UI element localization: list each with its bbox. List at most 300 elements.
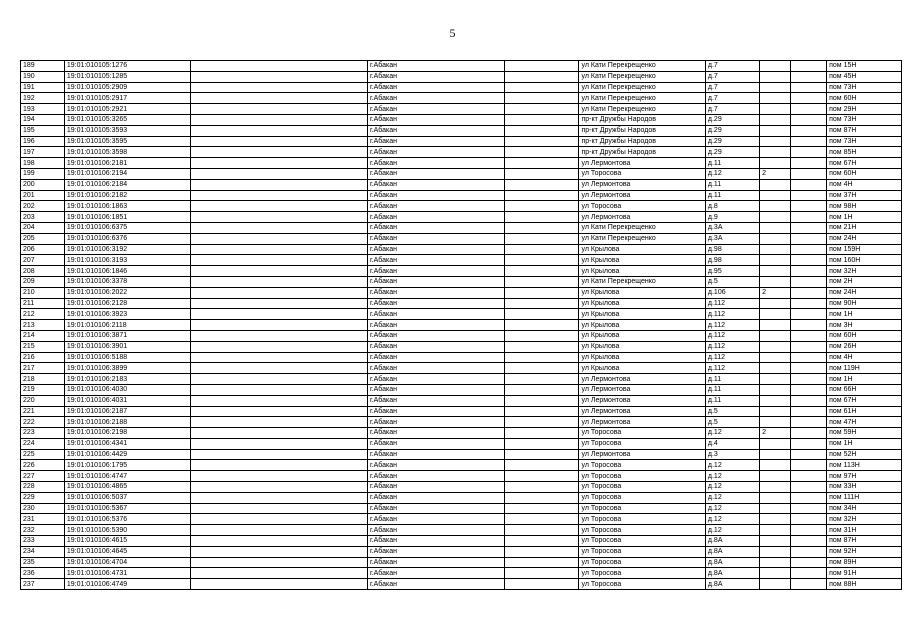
blank-cell-cell xyxy=(791,546,827,557)
city-cell: г.Абакан xyxy=(367,374,504,385)
row-number-cell: 229 xyxy=(21,492,65,503)
table-row xyxy=(21,276,902,287)
blank-cell-cell xyxy=(191,320,368,331)
house-cell: д.11 xyxy=(705,179,759,190)
cadastral-number-cell: 19:01:010106:2128 xyxy=(64,298,190,309)
blank-cell-cell xyxy=(191,536,368,547)
city-cell: г.Абакан xyxy=(367,471,504,482)
blank-cell-cell xyxy=(191,352,368,363)
premises-cell: пом 4Н xyxy=(827,352,902,363)
premises-cell: пом 98Н xyxy=(827,201,902,212)
building-cell xyxy=(760,104,791,115)
building-cell xyxy=(760,82,791,93)
house-cell: д.112 xyxy=(705,330,759,341)
blank-cell-cell xyxy=(504,503,579,514)
blank-cell-cell xyxy=(191,568,368,579)
premises-cell: пом 111Н xyxy=(827,492,902,503)
row-number-cell: 221 xyxy=(21,406,65,417)
cadastral-number-cell: 19:01:010106:5037 xyxy=(64,492,190,503)
street-cell: пр-кт Дружбы Народов xyxy=(579,114,705,125)
blank-cell-cell xyxy=(791,406,827,417)
street-cell: ул Торосова xyxy=(579,568,705,579)
blank-cell-cell xyxy=(791,61,827,72)
blank-cell-cell xyxy=(504,557,579,568)
house-cell: д.12 xyxy=(705,428,759,439)
cadastral-number-cell: 19:01:010106:3923 xyxy=(64,309,190,320)
cadastral-number-cell: 19:01:010106:5367 xyxy=(64,503,190,514)
blank-cell-cell xyxy=(791,492,827,503)
street-cell: ул Кати Перекрещенко xyxy=(579,82,705,93)
premises-cell: пом 73Н xyxy=(827,82,902,93)
house-cell: д.5 xyxy=(705,406,759,417)
blank-cell-cell xyxy=(504,395,579,406)
page-number: 5 xyxy=(449,26,456,40)
street-cell: ул Крылова xyxy=(579,309,705,320)
table-row xyxy=(21,374,902,385)
premises-cell: пом 67Н xyxy=(827,395,902,406)
cadastral-number-cell: 19:01:010106:2184 xyxy=(64,179,190,190)
blank-cell-cell xyxy=(191,61,368,72)
street-cell: ул Крылова xyxy=(579,287,705,298)
registry-table xyxy=(20,60,902,590)
row-number-cell: 204 xyxy=(21,222,65,233)
city-cell: г.Абакан xyxy=(367,536,504,547)
street-cell: ул Торосова xyxy=(579,471,705,482)
blank-cell-cell xyxy=(791,309,827,320)
blank-cell-cell xyxy=(504,233,579,244)
premises-cell: пом 113Н xyxy=(827,460,902,471)
premises-cell: пом 97Н xyxy=(827,471,902,482)
premises-cell: пом 89Н xyxy=(827,557,902,568)
city-cell: г.Абакан xyxy=(367,201,504,212)
blank-cell-cell xyxy=(791,579,827,590)
building-cell: 2 xyxy=(760,287,791,298)
table-row xyxy=(21,179,902,190)
building-cell xyxy=(760,201,791,212)
row-number-cell: 224 xyxy=(21,438,65,449)
table-row xyxy=(21,514,902,525)
blank-cell-cell xyxy=(504,320,579,331)
house-cell: д.11 xyxy=(705,190,759,201)
premises-cell: пом 85Н xyxy=(827,147,902,158)
blank-cell-cell xyxy=(191,384,368,395)
row-number-cell: 194 xyxy=(21,114,65,125)
row-number-cell: 195 xyxy=(21,125,65,136)
street-cell: ул Крылова xyxy=(579,330,705,341)
row-number-cell: 214 xyxy=(21,330,65,341)
blank-cell-cell xyxy=(504,546,579,557)
blank-cell-cell xyxy=(191,428,368,439)
cadastral-number-cell: 19:01:010106:2182 xyxy=(64,190,190,201)
building-cell xyxy=(760,136,791,147)
city-cell: г.Абакан xyxy=(367,168,504,179)
blank-cell-cell xyxy=(791,438,827,449)
house-cell: д.7 xyxy=(705,93,759,104)
street-cell: ул Торосова xyxy=(579,514,705,525)
cadastral-number-cell: 19:01:010106:3901 xyxy=(64,341,190,352)
blank-cell-cell xyxy=(504,525,579,536)
table-row xyxy=(21,71,902,82)
city-cell: г.Абакан xyxy=(367,503,504,514)
row-number-cell: 193 xyxy=(21,104,65,115)
table-row xyxy=(21,341,902,352)
blank-cell-cell xyxy=(191,341,368,352)
house-cell: д.12 xyxy=(705,471,759,482)
table-row xyxy=(21,158,902,169)
city-cell: г.Абакан xyxy=(367,514,504,525)
blank-cell-cell xyxy=(191,471,368,482)
row-number-cell: 211 xyxy=(21,298,65,309)
premises-cell: пом 159Н xyxy=(827,244,902,255)
cadastral-number-cell: 19:01:010105:1285 xyxy=(64,71,190,82)
city-cell: г.Абакан xyxy=(367,568,504,579)
blank-cell-cell xyxy=(791,298,827,309)
blank-cell-cell xyxy=(191,82,368,93)
building-cell xyxy=(760,546,791,557)
city-cell: г.Абакан xyxy=(367,61,504,72)
blank-cell-cell xyxy=(791,233,827,244)
city-cell: г.Абакан xyxy=(367,330,504,341)
blank-cell-cell xyxy=(504,341,579,352)
table-row xyxy=(21,125,902,136)
premises-cell: пом 21Н xyxy=(827,222,902,233)
row-number-cell: 234 xyxy=(21,546,65,557)
house-cell: д.112 xyxy=(705,341,759,352)
table-row xyxy=(21,233,902,244)
row-number-cell: 202 xyxy=(21,201,65,212)
row-number-cell: 217 xyxy=(21,363,65,374)
table-row xyxy=(21,395,902,406)
table-row xyxy=(21,482,902,493)
building-cell xyxy=(760,449,791,460)
blank-cell-cell xyxy=(791,212,827,223)
blank-cell-cell xyxy=(191,212,368,223)
premises-cell: пом 32Н xyxy=(827,514,902,525)
street-cell: ул Кати Перекрещенко xyxy=(579,61,705,72)
blank-cell-cell xyxy=(504,244,579,255)
blank-cell-cell xyxy=(504,71,579,82)
street-cell: ул Крылова xyxy=(579,298,705,309)
premises-cell: пом 1Н xyxy=(827,438,902,449)
table-row xyxy=(21,320,902,331)
street-cell: ул Торосова xyxy=(579,438,705,449)
table-row xyxy=(21,417,902,428)
premises-cell: пом 45Н xyxy=(827,71,902,82)
row-number-cell: 189 xyxy=(21,61,65,72)
blank-cell-cell xyxy=(191,201,368,212)
table-row xyxy=(21,136,902,147)
blank-cell-cell xyxy=(191,147,368,158)
cadastral-number-cell: 19:01:010106:2118 xyxy=(64,320,190,331)
house-cell: д.112 xyxy=(705,298,759,309)
table-row xyxy=(21,363,902,374)
city-cell: г.Абакан xyxy=(367,71,504,82)
blank-cell-cell xyxy=(504,147,579,158)
blank-cell-cell xyxy=(191,233,368,244)
blank-cell-cell xyxy=(504,449,579,460)
city-cell: г.Абакан xyxy=(367,492,504,503)
blank-cell-cell xyxy=(504,287,579,298)
blank-cell-cell xyxy=(191,298,368,309)
blank-cell-cell xyxy=(504,492,579,503)
street-cell: ул Крылова xyxy=(579,266,705,277)
street-cell: ул Лермонтова xyxy=(579,374,705,385)
blank-cell-cell xyxy=(791,244,827,255)
blank-cell-cell xyxy=(191,492,368,503)
blank-cell-cell xyxy=(791,104,827,115)
premises-cell: пом 60Н xyxy=(827,168,902,179)
house-cell: д.11 xyxy=(705,384,759,395)
cadastral-number-cell: 19:01:010106:5188 xyxy=(64,352,190,363)
cadastral-number-cell: 19:01:010106:1851 xyxy=(64,212,190,223)
table-row xyxy=(21,557,902,568)
house-cell: д.29 xyxy=(705,125,759,136)
cadastral-number-cell: 19:01:010106:4747 xyxy=(64,471,190,482)
table-row xyxy=(21,309,902,320)
cadastral-number-cell: 19:01:010106:2188 xyxy=(64,417,190,428)
city-cell: г.Абакан xyxy=(367,438,504,449)
house-cell: д.7 xyxy=(705,82,759,93)
blank-cell-cell xyxy=(504,406,579,417)
building-cell xyxy=(760,190,791,201)
premises-cell: пом 1Н xyxy=(827,374,902,385)
building-cell xyxy=(760,255,791,266)
table-row xyxy=(21,460,902,471)
blank-cell-cell xyxy=(791,341,827,352)
building-cell xyxy=(760,125,791,136)
city-cell: г.Абакан xyxy=(367,417,504,428)
table-row xyxy=(21,536,902,547)
building-cell xyxy=(760,471,791,482)
cadastral-number-cell: 19:01:010106:4865 xyxy=(64,482,190,493)
building-cell xyxy=(760,212,791,223)
blank-cell-cell xyxy=(791,147,827,158)
blank-cell-cell xyxy=(191,579,368,590)
cadastral-number-cell: 19:01:010105:2909 xyxy=(64,82,190,93)
street-cell: ул Крылова xyxy=(579,341,705,352)
table-row xyxy=(21,428,902,439)
building-cell xyxy=(760,482,791,493)
building-cell xyxy=(760,320,791,331)
row-number-cell: 222 xyxy=(21,417,65,428)
row-number-cell: 201 xyxy=(21,190,65,201)
city-cell: г.Абакан xyxy=(367,287,504,298)
building-cell xyxy=(760,71,791,82)
cadastral-number-cell: 19:01:010105:1276 xyxy=(64,61,190,72)
row-number-cell: 228 xyxy=(21,482,65,493)
blank-cell-cell xyxy=(504,158,579,169)
premises-cell: пом 160Н xyxy=(827,255,902,266)
blank-cell-cell xyxy=(191,179,368,190)
premises-cell: пом 61Н xyxy=(827,406,902,417)
street-cell: ул Лермонтова xyxy=(579,384,705,395)
cadastral-number-cell: 19:01:010106:1863 xyxy=(64,201,190,212)
row-number-cell: 225 xyxy=(21,449,65,460)
table-row xyxy=(21,330,902,341)
building-cell xyxy=(760,93,791,104)
row-number-cell: 220 xyxy=(21,395,65,406)
blank-cell-cell xyxy=(791,125,827,136)
street-cell: ул Кати Перекрещенко xyxy=(579,276,705,287)
house-cell: д.3 xyxy=(705,449,759,460)
house-cell: д.12 xyxy=(705,482,759,493)
cadastral-number-cell: 19:01:010106:1795 xyxy=(64,460,190,471)
cadastral-number-cell: 19:01:010106:6376 xyxy=(64,233,190,244)
blank-cell-cell xyxy=(191,406,368,417)
cadastral-number-cell: 19:01:010106:4341 xyxy=(64,438,190,449)
cadastral-number-cell: 19:01:010106:3192 xyxy=(64,244,190,255)
blank-cell-cell xyxy=(504,93,579,104)
table-row xyxy=(21,384,902,395)
table-row xyxy=(21,168,902,179)
premises-cell: пом 2Н xyxy=(827,276,902,287)
blank-cell-cell xyxy=(504,136,579,147)
table-row xyxy=(21,471,902,482)
house-cell: д.8А xyxy=(705,579,759,590)
table-row xyxy=(21,212,902,223)
row-number-cell: 210 xyxy=(21,287,65,298)
blank-cell-cell xyxy=(504,179,579,190)
house-cell: д.112 xyxy=(705,363,759,374)
blank-cell-cell xyxy=(791,168,827,179)
blank-cell-cell xyxy=(504,114,579,125)
blank-cell-cell xyxy=(504,568,579,579)
street-cell: ул Торосова xyxy=(579,428,705,439)
blank-cell-cell xyxy=(191,190,368,201)
premises-cell: пом 26Н xyxy=(827,341,902,352)
house-cell: д.5 xyxy=(705,276,759,287)
house-cell: д.7 xyxy=(705,61,759,72)
premises-cell: пом 37Н xyxy=(827,190,902,201)
blank-cell-cell xyxy=(791,158,827,169)
blank-cell-cell xyxy=(791,201,827,212)
premises-cell: пом 73Н xyxy=(827,136,902,147)
blank-cell-cell xyxy=(504,298,579,309)
blank-cell-cell xyxy=(791,114,827,125)
premises-cell: пом 47Н xyxy=(827,417,902,428)
blank-cell-cell xyxy=(191,374,368,385)
street-cell: ул Лермонтова xyxy=(579,449,705,460)
house-cell: д.8А xyxy=(705,557,759,568)
house-cell: д.7 xyxy=(705,71,759,82)
blank-cell-cell xyxy=(191,136,368,147)
blank-cell-cell xyxy=(191,287,368,298)
cadastral-number-cell: 19:01:010106:3899 xyxy=(64,363,190,374)
building-cell xyxy=(760,503,791,514)
cadastral-number-cell: 19:01:010105:2921 xyxy=(64,104,190,115)
street-cell: ул Торосова xyxy=(579,546,705,557)
blank-cell-cell xyxy=(791,417,827,428)
cadastral-number-cell: 19:01:010105:3598 xyxy=(64,147,190,158)
street-cell: ул Крылова xyxy=(579,320,705,331)
street-cell: ул Кати Перекрещенко xyxy=(579,222,705,233)
blank-cell-cell xyxy=(191,276,368,287)
building-cell xyxy=(760,438,791,449)
blank-cell-cell xyxy=(504,374,579,385)
table-row xyxy=(21,147,902,158)
building-cell xyxy=(760,222,791,233)
street-cell: ул Лермонтова xyxy=(579,158,705,169)
cadastral-number-cell: 19:01:010106:4030 xyxy=(64,384,190,395)
cadastral-number-cell: 19:01:010106:2198 xyxy=(64,428,190,439)
blank-cell-cell xyxy=(191,363,368,374)
table-row xyxy=(21,114,902,125)
street-cell: ул Торосова xyxy=(579,201,705,212)
building-cell xyxy=(760,298,791,309)
row-number-cell: 215 xyxy=(21,341,65,352)
house-cell: д.95 xyxy=(705,266,759,277)
table-row xyxy=(21,93,902,104)
premises-cell: пом 92Н xyxy=(827,546,902,557)
cadastral-number-cell: 19:01:010106:3193 xyxy=(64,255,190,266)
house-cell: д.29 xyxy=(705,136,759,147)
blank-cell-cell xyxy=(504,579,579,590)
building-cell xyxy=(760,233,791,244)
house-cell: д.11 xyxy=(705,374,759,385)
cadastral-number-cell: 19:01:010106:4031 xyxy=(64,395,190,406)
city-cell: г.Абакан xyxy=(367,363,504,374)
premises-cell: пом 90Н xyxy=(827,298,902,309)
city-cell: г.Абакан xyxy=(367,266,504,277)
building-cell xyxy=(760,395,791,406)
building-cell xyxy=(760,276,791,287)
table-row xyxy=(21,255,902,266)
house-cell: д.98 xyxy=(705,255,759,266)
premises-cell: пом 3Н xyxy=(827,320,902,331)
blank-cell-cell xyxy=(504,363,579,374)
row-number-cell: 233 xyxy=(21,536,65,547)
house-cell: д.12 xyxy=(705,503,759,514)
row-number-cell: 232 xyxy=(21,525,65,536)
street-cell: ул Кати Перекрещенко xyxy=(579,71,705,82)
building-cell xyxy=(760,492,791,503)
city-cell: г.Абакан xyxy=(367,82,504,93)
premises-cell: пом 34Н xyxy=(827,503,902,514)
row-number-cell: 205 xyxy=(21,233,65,244)
blank-cell-cell xyxy=(791,179,827,190)
premises-cell: пом 88Н xyxy=(827,579,902,590)
street-cell: ул Кати Перекрещенко xyxy=(579,93,705,104)
blank-cell-cell xyxy=(791,428,827,439)
blank-cell-cell xyxy=(504,460,579,471)
row-number-cell: 206 xyxy=(21,244,65,255)
street-cell: пр-кт Дружбы Народов xyxy=(579,147,705,158)
premises-cell: пом 1Н xyxy=(827,309,902,320)
table-row xyxy=(21,244,902,255)
building-cell xyxy=(760,147,791,158)
cadastral-number-cell: 19:01:010106:2181 xyxy=(64,158,190,169)
row-number-cell: 200 xyxy=(21,179,65,190)
city-cell: г.Абакан xyxy=(367,244,504,255)
cadastral-number-cell: 19:01:010106:2183 xyxy=(64,374,190,385)
house-cell: д.29 xyxy=(705,114,759,125)
cadastral-number-cell: 19:01:010105:3595 xyxy=(64,136,190,147)
blank-cell-cell xyxy=(504,104,579,115)
row-number-cell: 198 xyxy=(21,158,65,169)
house-cell: д.112 xyxy=(705,309,759,320)
row-number-cell: 212 xyxy=(21,309,65,320)
table-row xyxy=(21,61,902,72)
blank-cell-cell xyxy=(191,266,368,277)
street-cell: ул Лермонтова xyxy=(579,179,705,190)
street-cell: пр-кт Дружбы Народов xyxy=(579,136,705,147)
cadastral-number-cell: 19:01:010106:4731 xyxy=(64,568,190,579)
row-number-cell: 231 xyxy=(21,514,65,525)
blank-cell-cell xyxy=(504,266,579,277)
city-cell: г.Абакан xyxy=(367,320,504,331)
blank-cell-cell xyxy=(791,374,827,385)
row-number-cell: 213 xyxy=(21,320,65,331)
